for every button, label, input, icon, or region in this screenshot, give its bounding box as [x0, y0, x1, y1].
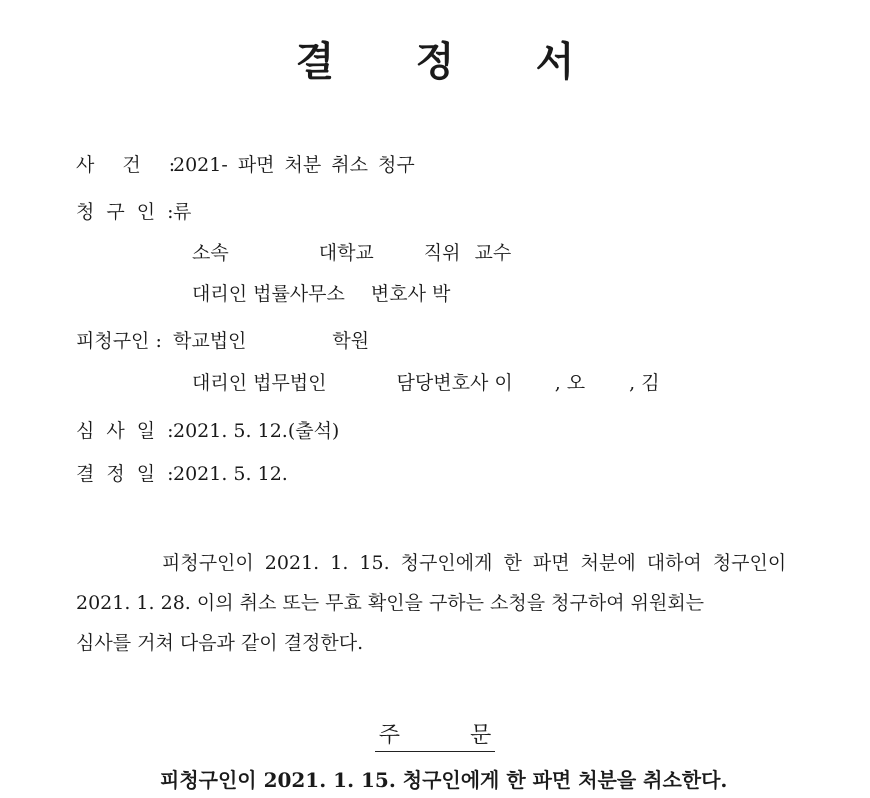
respondent-lawyer-1: 담당변호사 이 [396, 372, 513, 394]
document-title [0, 30, 870, 87]
case-row [76, 152, 415, 178]
claimant-row [76, 199, 191, 225]
respondent-agent [192, 370, 660, 396]
claimant-label: 청 구 인 : [76, 201, 174, 223]
case-value: 2021- 파면 처분 취소 청구 [173, 154, 415, 176]
decision-date-label: 결 정 일 : [76, 463, 174, 485]
decision-date-row [76, 461, 288, 487]
body-line-1-text: 피청구인이 2021. 1. 15. 청구인에게 한 파면 처분에 대하여 청구인이 [162, 552, 787, 574]
order-text: 피청구인이 2021. 1. 15. 청구인에게 한 파면 처분을 취소한다. [160, 768, 728, 792]
respondent-lawyer-2: , 오 [554, 372, 586, 394]
respondent-label: 피청구인 : [76, 330, 162, 352]
claimant-agent [192, 281, 450, 307]
claimant-agent-label: 대리인 법률사무소 [192, 283, 345, 305]
title-char-2: 정 [415, 38, 455, 85]
claimant-agent-lawyer: 변호사 박 [370, 283, 451, 305]
respondent-row [76, 328, 369, 354]
body-line-1 [76, 543, 836, 583]
respondent-agent-label: 대리인 법무법인 [192, 372, 327, 394]
case-label: 사 건 : [76, 154, 176, 176]
order-heading-char-1: 주 [378, 723, 400, 748]
position-value: 교수 [474, 242, 512, 264]
order-heading [0, 718, 870, 752]
respondent-name-prefix: 학교법인 [173, 330, 247, 352]
hearing-date-value: 2021. 5. 12.(출석) [173, 420, 340, 442]
affiliation-label: 소속 [192, 242, 229, 264]
position-label: 직위 [423, 242, 461, 264]
claimant-affiliation [192, 240, 511, 266]
hearing-date-row [76, 418, 339, 444]
claimant-name: 류 [173, 201, 192, 223]
respondent-name-suffix: 학원 [332, 330, 370, 352]
body-paragraph [76, 543, 836, 663]
body-line-2: 2021. 1. 28. 이의 취소 또는 무효 확인을 구하는 소청을 청구하여 위원회는 [76, 592, 705, 614]
order-heading-char-2: 문 [470, 723, 492, 748]
body-line-3: 심사를 거쳐 다음과 같이 결정한다. [76, 632, 364, 654]
title-char-1: 결 [295, 38, 335, 85]
respondent-lawyer-3: , 김 [629, 372, 660, 394]
title-char-3: 서 [535, 38, 575, 85]
affiliation-university: 대학교 [318, 242, 374, 264]
decision-date-value: 2021. 5. 12. [173, 463, 288, 485]
hearing-date-label: 심 사 일 : [76, 420, 174, 442]
order-heading-underlined [375, 718, 496, 752]
